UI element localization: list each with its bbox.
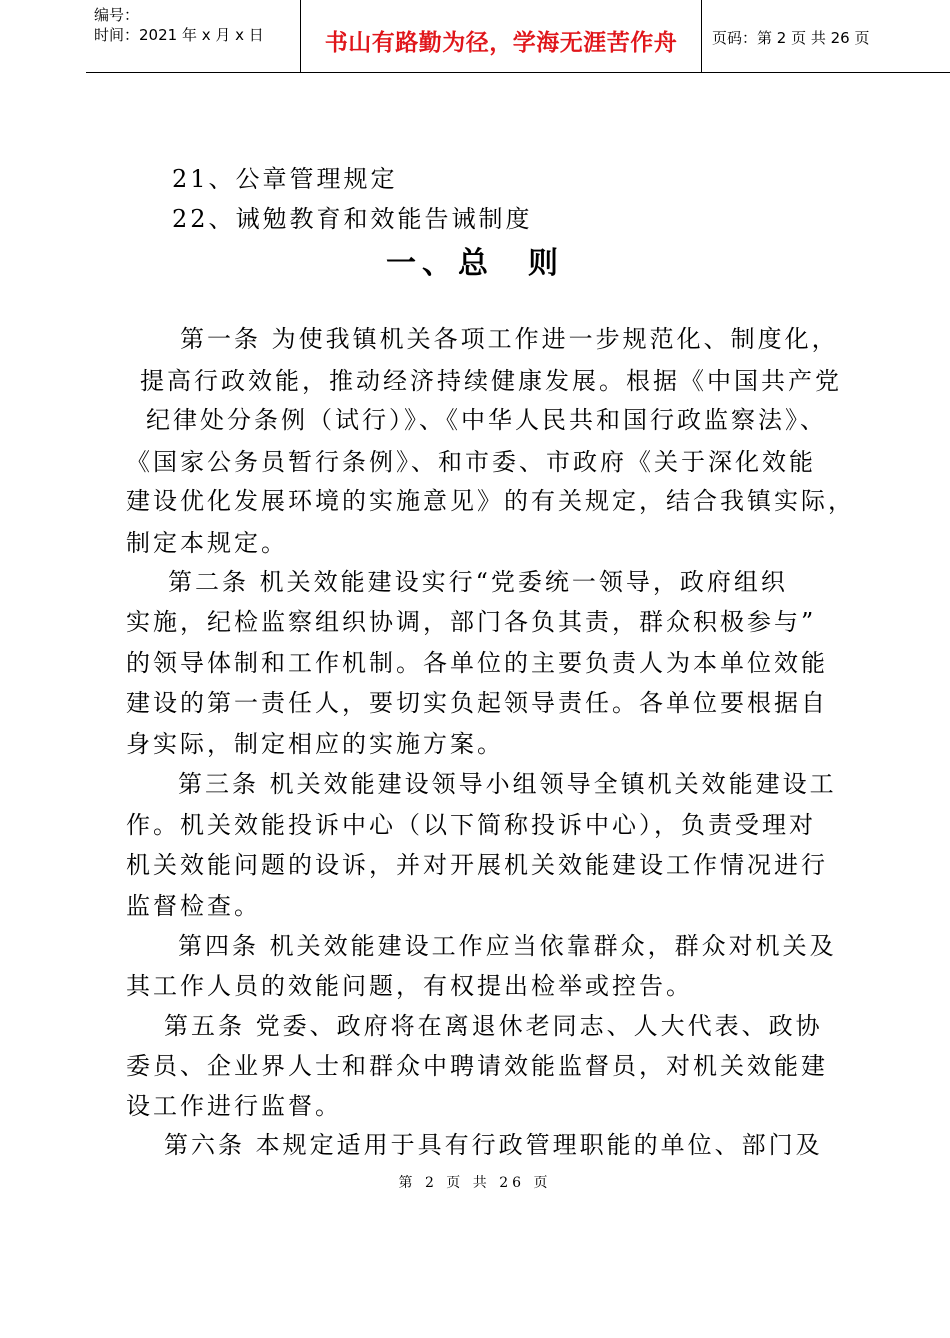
paragraph-line: 建设的第一责任人，要切实负起领导责任。各单位要根据自: [126, 689, 828, 717]
header-meta-cell: [86, 0, 301, 72]
serial-label: 编号：: [94, 6, 140, 24]
paragraph-line: 身实际，制定相应的实施方案。: [126, 730, 504, 758]
section-title-part: 一、总: [386, 246, 494, 281]
paragraph-line: 委员、企业界人士和群众中聘请效能监督员，对机关效能建: [126, 1052, 828, 1080]
paragraph-line: 纪律处分条例（试行）》、《中华人民共和国行政监察法》、: [146, 406, 827, 434]
paragraph-line: 实施，纪检监察组织协调，部门各负其责，群众积极参与”: [126, 608, 817, 636]
paragraph-line: 第五条 党委、政府将在离退休老同志、人大代表、政协: [164, 1012, 823, 1040]
section-title-part: 则: [528, 246, 564, 281]
header-page-cell: [702, 0, 950, 72]
paragraph-line: 第六条 本规定适用于具有行政管理职能的单位、部门及: [164, 1131, 823, 1159]
time-label: 时间：2021 年 x 月 x 日: [94, 26, 264, 44]
paragraph-line: 第四条 机关效能建设工作应当依靠群众，群众对机关及: [178, 932, 837, 960]
header-page-info: 页码：第 2 页 共 26 页: [712, 29, 870, 47]
paragraph-line: 第一条 为使我镇机关各项工作进一步规范化、制度化，: [180, 325, 839, 353]
paragraph-line: 提高行政效能，推动经济持续健康发展。根据《中国共产党: [140, 367, 842, 395]
paragraph-line: 监督检查。: [126, 892, 261, 920]
paragraph-line: 《国家公务员暂行条例》、和市委、市政府《关于深化效能: [126, 448, 816, 476]
paragraph-line: 机关效能问题的设诉，并对开展机关效能建设工作情况进行: [126, 851, 828, 879]
paragraph-line: 作。机关效能投诉中心（以下简称投诉中心），负责受理对: [126, 811, 816, 839]
paragraph-line: 第三条 机关效能建设领导小组领导全镇机关效能建设工: [178, 770, 837, 798]
paragraph-line: 设工作进行监督。: [126, 1092, 342, 1120]
paragraph-line: 其工作人员的效能问题，有权提出检举或控告。: [126, 972, 693, 1000]
page-footer: 第 2 页 共 26 页: [398, 1175, 552, 1191]
page-header: [86, 0, 950, 73]
paragraph-line: 第二条 机关效能建设实行“党委统一领导，政府组织: [168, 568, 788, 596]
header-motto-cell: [301, 0, 702, 72]
toc-item: 21、公章管理规定: [172, 165, 398, 193]
paragraph-line: 制定本规定。: [126, 529, 288, 557]
toc-item: 22、诫勉教育和效能告诫制度: [172, 205, 533, 233]
header-motto: 书山有路勤为径，学海无涯苦作舟: [324, 30, 678, 56]
paragraph-line: 的领导体制和工作机制。各单位的主要负责人为本单位效能: [126, 649, 828, 677]
section-title: [0, 238, 950, 282]
paragraph-line: 建设优化发展环境的实施意见》的有关规定，结合我镇实际，: [126, 487, 855, 515]
